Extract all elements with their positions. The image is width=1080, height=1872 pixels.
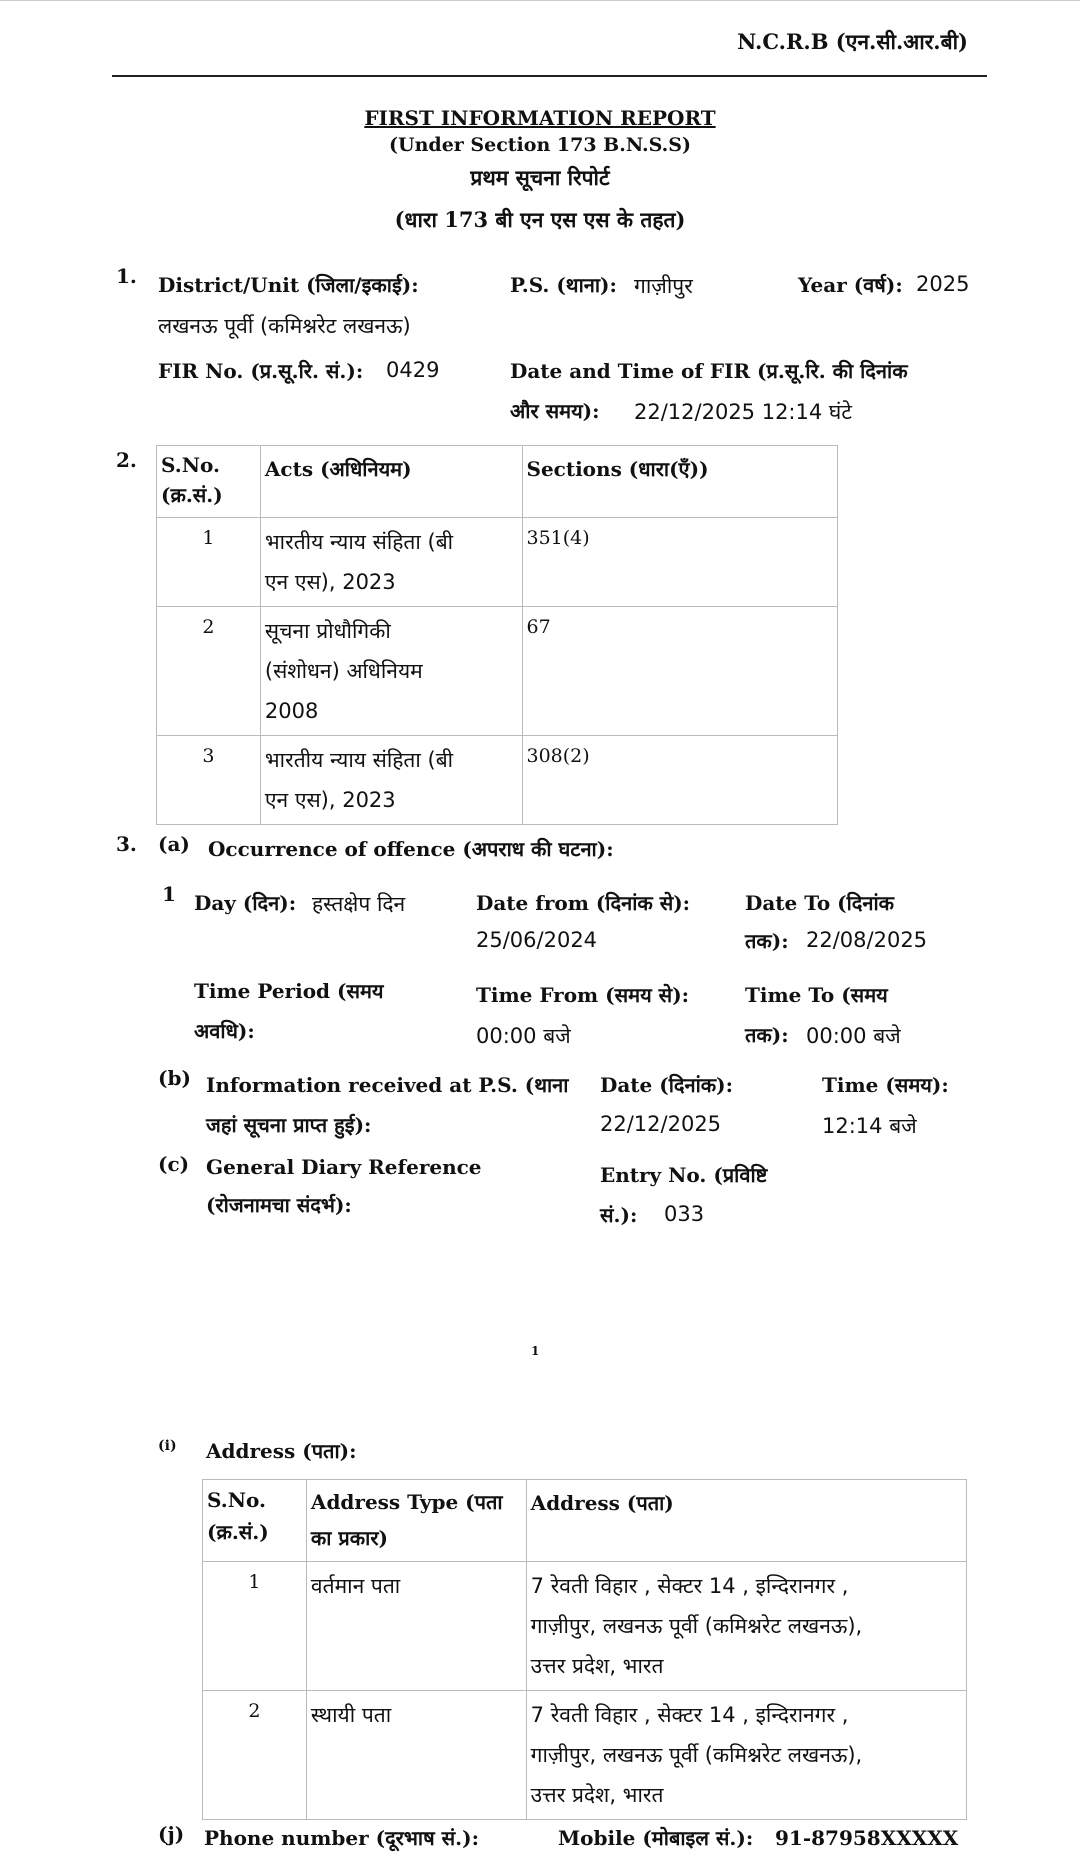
address-type-header-1: Address Type (पता — [310, 1490, 503, 1514]
address-sno-header-en: S.No. — [207, 1488, 266, 1512]
address-row-sno: 1 — [203, 1562, 307, 1691]
info-date-label: Date (दिनांक): — [600, 1073, 733, 1097]
info-time-value: 12:14 बजे — [822, 1114, 917, 1138]
info-received-label: Information received at P.S. (थाना — [206, 1073, 569, 1097]
address-type-header-2: का प्रकार) — [310, 1526, 388, 1550]
address-line: गाज़ीपुर, लखनऊ पूर्वी (कमिश्नरेट लखनऊ), — [530, 1743, 863, 1767]
section-2-number: 2. — [116, 448, 137, 472]
row-sno: 2 — [157, 607, 261, 736]
address-row-sno: 2 — [203, 1691, 307, 1820]
address-type-header — [306, 1480, 526, 1562]
table-row — [157, 518, 838, 607]
row-act — [260, 736, 522, 825]
police-station-value: गाज़ीपुर — [634, 274, 693, 298]
gd-reference-label: General Diary Reference — [206, 1155, 482, 1179]
address-line: उत्तर प्रदेश, भारत — [530, 1783, 664, 1807]
ncrb-header: N.C.R.B (एन.सी.आर.बी) — [737, 29, 968, 54]
header-rule — [112, 75, 987, 77]
date-to-label: Date To (दिनांक — [745, 891, 895, 915]
sub-j-letter: (j) — [158, 1822, 185, 1846]
table-row — [203, 1562, 967, 1691]
day-value: हस्तक्षेप दिन — [312, 892, 406, 916]
entry-no-label: Entry No. (प्रविष्टि — [600, 1163, 768, 1187]
time-to-value: 00:00 बजे — [806, 1024, 901, 1048]
row-act — [260, 518, 522, 607]
sub-a-letter: (a) — [158, 832, 190, 856]
acts-table-header — [157, 446, 838, 518]
act-line: एन एस), 2023 — [264, 570, 396, 594]
row-sno: 3 — [157, 736, 261, 825]
fir-datetime-value: 22/12/2025 12:14 घंटे — [634, 400, 852, 424]
police-station-label: P.S. (थाना): — [510, 273, 617, 297]
fir-number-label: FIR No. (प्र.सू.रि. सं.): — [158, 359, 364, 383]
table-row — [203, 1691, 967, 1820]
year-label: Year (वर्ष): — [798, 273, 903, 297]
top-edge — [0, 0, 1080, 1]
info-received-label-2: जहां सूचना प्राप्त हुई): — [206, 1113, 372, 1137]
row-section: 351(4) — [522, 518, 838, 607]
fir-datetime-label-2: और समय): — [510, 399, 600, 423]
sections-header: Sections (धारा(एँ)) — [522, 446, 838, 518]
address-line: गाज़ीपुर, लखनऊ पूर्वी (कमिश्नरेट लखनऊ), — [530, 1614, 863, 1638]
entry-no-value: 033 — [664, 1202, 705, 1226]
fir-number-value: 0429 — [386, 358, 440, 382]
entry-no-label-2: सं.): — [600, 1203, 638, 1227]
date-from-value: 25/06/2024 — [476, 928, 598, 952]
address-row-value — [526, 1691, 966, 1820]
date-to-value: 22/08/2025 — [806, 928, 928, 952]
year-value: 2025 — [916, 272, 970, 296]
occurrence-index: 1 — [162, 882, 176, 906]
address-line: 7 रेवती विहार , सेक्टर 14 , इन्दिरानगर , — [530, 1574, 849, 1598]
date-to-label-2: तक): — [745, 929, 789, 953]
act-line: भारतीय न्याय संहिता (बी — [264, 748, 454, 772]
acts-table — [156, 445, 838, 825]
time-from-value: 00:00 बजे — [476, 1024, 571, 1048]
table-row — [157, 607, 838, 736]
address-sno-header-hi: (क्र.सं.) — [207, 1520, 269, 1544]
district-value: लखनऊ पूर्वी (कमिश्नरेट लखनऊ) — [158, 314, 411, 338]
row-section: 67 — [522, 607, 838, 736]
act-line: 2008 — [264, 699, 319, 723]
acts-header: Acts (अधिनियम) — [260, 446, 522, 518]
act-line: भारतीय न्याय संहिता (बी — [264, 530, 454, 554]
occurrence-label: Occurrence of offence (अपराध की घटना): — [208, 837, 614, 861]
address-line: 7 रेवती विहार , सेक्टर 14 , इन्दिरानगर , — [530, 1703, 849, 1727]
row-sno: 1 — [157, 518, 261, 607]
time-period-label: Time Period (समय — [194, 979, 384, 1003]
address-table — [202, 1479, 967, 1820]
act-line: एन एस), 2023 — [264, 788, 396, 812]
time-from-label: Time From (समय से): — [476, 983, 690, 1007]
row-act — [260, 607, 522, 736]
time-period-label-2: अवधि): — [194, 1019, 255, 1043]
phone-label: Phone number (दूरभाष सं.): — [204, 1826, 479, 1850]
address-sno-header — [203, 1480, 307, 1562]
report-subtitle: (Under Section 173 B.N.S.S) — [389, 134, 691, 156]
address-table-header — [203, 1480, 967, 1562]
act-line: (संशोधन) अधिनियम — [264, 659, 423, 683]
address-label: Address (पता): — [206, 1439, 357, 1463]
sno-header-en: S.No. — [161, 453, 220, 477]
section-3-number: 3. — [116, 832, 137, 856]
sub-i-letter: (i) — [158, 1438, 177, 1454]
section-1-number: 1. — [116, 264, 137, 288]
fir-datetime-label: Date and Time of FIR (प्र.सू.रि. की दिनांक — [510, 359, 908, 383]
time-to-label: Time To (समय — [745, 983, 888, 1007]
report-title: FIRST INFORMATION REPORT — [364, 106, 716, 130]
info-date-value: 22/12/2025 — [600, 1112, 722, 1136]
report-title-hindi: प्रथम सूचना रिपोर्ट — [470, 165, 610, 190]
table-row — [157, 736, 838, 825]
sub-c-letter: (c) — [158, 1152, 190, 1176]
mobile-label: Mobile (मोबाइल सं.): — [558, 1826, 754, 1850]
act-line: सूचना प्रोधौगिकी — [264, 619, 391, 643]
sub-b-letter: (b) — [158, 1066, 191, 1090]
district-label: District/Unit (जिला/इकाई): — [158, 273, 419, 297]
time-to-label-2: तक): — [745, 1023, 789, 1047]
address-row-type: वर्तमान पता — [306, 1562, 526, 1691]
address-row-type: स्थायी पता — [306, 1691, 526, 1820]
report-subtitle-hindi: (धारा 173 बी एन एस एस के तहत) — [394, 207, 686, 232]
day-label: Day (दिन): — [194, 891, 297, 915]
mobile-value: 91-87958XXXXX — [775, 1826, 959, 1850]
page-number: 1 — [531, 1344, 540, 1358]
gd-reference-label-2: (रोजनामचा संदर्भ): — [206, 1193, 352, 1217]
info-time-label: Time (समय): — [822, 1073, 949, 1097]
sno-header-hi: (क्र.सं.) — [161, 483, 223, 507]
row-section: 308(2) — [522, 736, 838, 825]
address-header: Address (पता) — [526, 1480, 966, 1562]
sno-header — [157, 446, 261, 518]
date-from-label: Date from (दिनांक से): — [476, 891, 691, 915]
address-row-value — [526, 1562, 966, 1691]
address-line: उत्तर प्रदेश, भारत — [530, 1654, 664, 1678]
